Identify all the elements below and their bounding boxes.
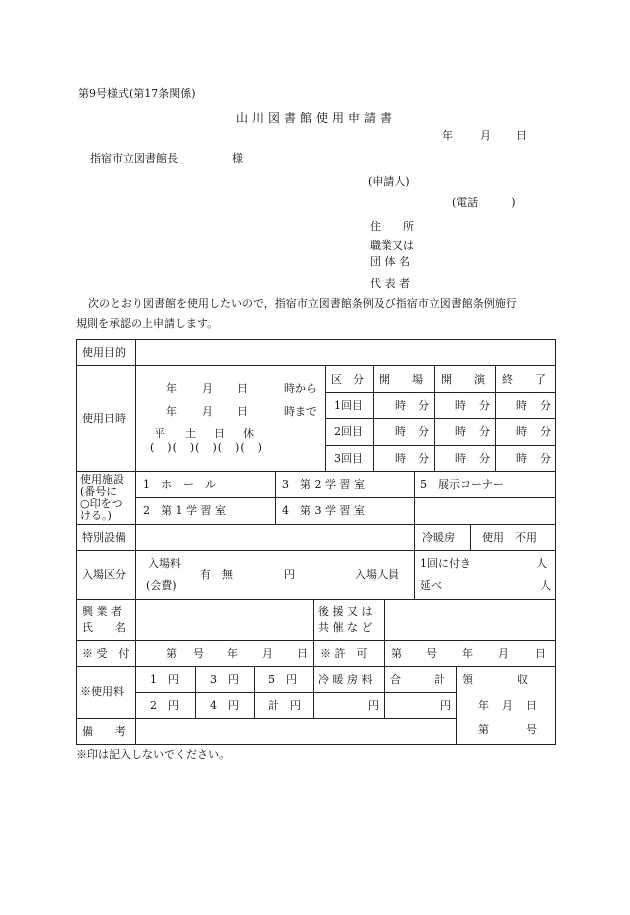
purpose-label: 使用目的: [82, 346, 126, 359]
r1-start-min: 分: [479, 399, 490, 412]
to-day: 日: [237, 405, 248, 418]
r1-end-hour: 時: [516, 399, 527, 412]
schedule-row-2: 2回目: [334, 425, 363, 438]
per-session-person: 人: [536, 557, 547, 570]
permit-day: 日: [535, 647, 546, 660]
dates-label: 使用日時: [82, 412, 126, 425]
fee-label-1: 入場料: [148, 557, 181, 570]
sum-label: 合 計: [390, 673, 445, 686]
from-day: 日: [237, 382, 248, 395]
r3-start-min: 分: [479, 452, 490, 465]
aircon-label: 冷暖房: [422, 531, 455, 544]
fee-item-4: 4 円: [210, 699, 239, 712]
r2-start-min: 分: [479, 425, 490, 438]
applicant-occupation: 職業又は: [370, 239, 414, 252]
entry-label: 入場区分: [82, 568, 126, 581]
facility-hall: 1 ホ ー ル: [143, 478, 216, 491]
intro-line-1: 次のとおり図書館を使用したいので，指宿市立図書館条例及び指宿市立図書館条例施行: [88, 297, 517, 310]
sponsor-label-1: 後 援 又 は: [318, 605, 373, 618]
receipt-label: 領 収: [462, 673, 528, 686]
facility-label-2: (番号に: [80, 485, 118, 498]
receipt-month: 月: [502, 699, 513, 712]
r1-end-min: 分: [540, 399, 551, 412]
schedule-header-section: 区 分: [331, 373, 364, 386]
applicant-label: (申請人): [368, 175, 410, 188]
applicant-address: 住 所: [370, 220, 414, 233]
aircon-options: 使用 不用: [482, 531, 537, 544]
organizer-label-2: 氏 名: [82, 621, 126, 634]
day-weekday: 平: [154, 427, 165, 440]
facility-label-3: ○印をつ: [80, 497, 123, 510]
fee-item-total: 計 円: [268, 699, 301, 712]
facility-label-4: ける。): [80, 509, 112, 522]
remarks-label: 備 考: [82, 725, 126, 738]
reception-day: 日: [297, 647, 308, 660]
equipment-label: 特別設備: [82, 531, 126, 544]
reception-month: 月: [262, 647, 273, 660]
fee-label-2: (会費): [146, 579, 177, 592]
honorific: 様: [232, 152, 243, 165]
schedule-header-end: 終 了: [502, 373, 546, 386]
r3-open-hour: 時: [395, 452, 406, 465]
permit-label: ※ 許 可: [320, 647, 368, 660]
r2-end-hour: 時: [516, 425, 527, 438]
fee-item-2: 2 円: [150, 699, 179, 712]
r3-open-min: 分: [418, 452, 429, 465]
fee-yen: 円: [284, 568, 295, 581]
facility-study-1: 2 第 1 学 習 室: [143, 504, 226, 517]
reception-dai: 第: [166, 647, 177, 660]
applicant-organization: 団 体 名: [370, 255, 410, 268]
date-year: 年: [442, 129, 453, 142]
fee-yes-no: 有 無: [200, 568, 233, 581]
schedule-header-open: 開 場: [379, 373, 423, 386]
organizer-label-1: 興 業 者: [82, 605, 122, 618]
receipt-dai: 第: [478, 723, 489, 736]
footnote: ※印は記入しないでください。: [76, 748, 230, 761]
day-checkboxes: ( )( )( )( )( ): [150, 441, 263, 454]
per-session-label: 1回に付き: [420, 557, 471, 570]
schedule-header-start: 開 演: [441, 373, 485, 386]
permit-year: 年: [462, 647, 473, 660]
reception-label: ※ 受 付: [82, 647, 130, 660]
r2-end-min: 分: [540, 425, 551, 438]
r2-open-min: 分: [418, 425, 429, 438]
from-month: 月: [202, 382, 213, 395]
receipt-year: 年: [478, 699, 489, 712]
day-saturday: 土: [185, 427, 196, 440]
intro-line-2: 規則を承認の上申請します。: [76, 317, 219, 330]
r3-end-hour: 時: [516, 452, 527, 465]
date-day: 日: [516, 129, 527, 142]
permit-month: 月: [498, 647, 509, 660]
receipt-go: 号: [526, 723, 537, 736]
facility-study-2: 3 第 2 学 習 室: [282, 478, 365, 491]
schedule-row-3: 3回目: [334, 452, 363, 465]
reception-go: 号: [193, 647, 204, 660]
from-year: 年: [166, 382, 177, 395]
total-person: 人: [540, 579, 551, 592]
sponsor-label-2: 共 催 な ど: [318, 621, 373, 634]
to-year: 年: [166, 405, 177, 418]
permit-dai: 第: [391, 647, 402, 660]
day-sunday: 日: [214, 427, 225, 440]
fee-item-3: 3 円: [210, 673, 239, 686]
schedule-row-1: 1回目: [334, 399, 363, 412]
facility-label-1: 使用施設: [80, 473, 124, 486]
r3-end-min: 分: [540, 452, 551, 465]
r1-open-min: 分: [418, 399, 429, 412]
fee-item-5: 5 円: [268, 673, 297, 686]
r1-open-hour: 時: [395, 399, 406, 412]
fee-item-1: 1 円: [150, 673, 179, 686]
reception-year: 年: [227, 647, 238, 660]
to-month: 月: [202, 405, 213, 418]
total-label: 延べ: [420, 579, 442, 592]
to-time: 時まで: [284, 405, 317, 418]
sum-yen: 円: [440, 699, 451, 712]
day-holiday: 休: [243, 427, 254, 440]
attendees-label: 入場人員: [355, 568, 399, 581]
permit-go: 号: [426, 647, 437, 660]
facility-exhibit: 5 展示コーナー: [420, 478, 504, 491]
date-month: 月: [480, 129, 491, 142]
from-time: 時から: [284, 382, 317, 395]
r2-open-hour: 時: [395, 425, 406, 438]
aircon-fee-yen: 円: [368, 699, 379, 712]
addressee: 指宿市立図書館長: [90, 152, 178, 165]
applicant-representative: 代 表 者: [370, 277, 410, 290]
r3-start-hour: 時: [455, 452, 466, 465]
form-number: 第9号様式(第17条関係): [78, 87, 196, 100]
r2-start-hour: 時: [455, 425, 466, 438]
page-title: 山川図書館使用申請書: [236, 111, 397, 125]
facility-study-3: 4 第 3 学 習 室: [282, 504, 365, 517]
applicant-phone: (電話 ): [452, 196, 516, 209]
aircon-fee-label: 冷 暖 房 料: [318, 673, 373, 686]
receipt-day: 日: [526, 699, 537, 712]
usage-fee-label: ※使用料: [80, 685, 124, 698]
r1-start-hour: 時: [455, 399, 466, 412]
